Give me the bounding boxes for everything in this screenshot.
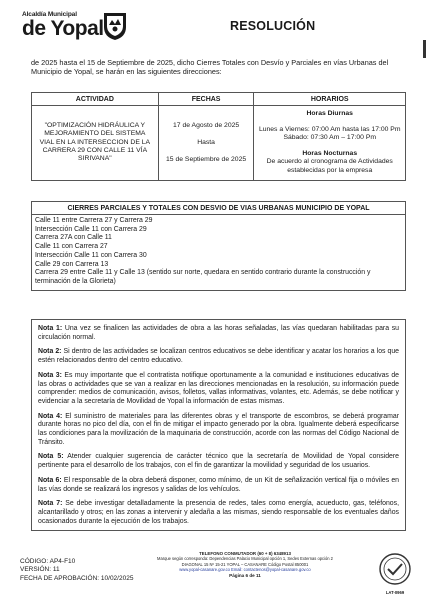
cierre-item: Carrera 27A con Calle 11	[35, 234, 112, 242]
header-horarios: HORARIOS	[254, 93, 406, 106]
footer-address-1: Marque según corresponda: Dependencias Palacio Municipal opción 1, Sedes Externas opción 2	[157, 556, 333, 562]
nocturnas-text: De acuerdo al cronograma de Actividades establecidas por la empresa	[266, 158, 393, 174]
fecha-inicio: 17 de Agosto de 2025	[173, 122, 240, 130]
footer-address-2: DIAGONAL 15 Nº 15-21 YOPAL – CASANARE Código Postal 850001	[181, 561, 309, 567]
cierre-item: Intersección Calle 11 con Carrera 30	[35, 251, 147, 259]
note-text: El suministro de materiales para las diferentes obras y el transporte de escombros, se deberá programar durante horas no pico del día, con el fin de mitigar el impacto generado por la obra. Igualmente deberá especificarse las condiciones para la movilización de la maquinaria de construcción, acorde con las normas del Código Nacional de Tránsito.	[38, 412, 399, 446]
horarios-cell	[254, 106, 406, 181]
note-label: Nota 2:	[38, 348, 62, 356]
note-label: Nota 5:	[38, 453, 64, 461]
fechas-cell	[158, 106, 254, 181]
note-text: Atender cualquier sugerencia de carácter técnico que la secretaría de Movilidad de Yopal considere pertinente para el desarrollo de los trabajos, con el fin de garantizar la movilidad y seguridad de los usuarios.	[38, 453, 399, 470]
diurnas-saturday: Sábado: 07:30 Am – 17:00 Pm	[283, 134, 377, 142]
note-6	[38, 477, 399, 494]
note-text: El responsable de la obra deberá disponer, como mínimo, de un Kit de señalización vertical fija o móviles en las vías donde se realizará los ingresos y salidas de los vehículos.	[38, 476, 400, 493]
doc-approval-date: FECHA DE APROBACIÓN: 10/02/2025	[20, 574, 134, 582]
note-7	[38, 500, 399, 526]
diurnas-title: Horas Diurnas	[306, 110, 353, 117]
note-label: Nota 3:	[38, 371, 62, 379]
cierre-item: Intersección Calle 11 con Carrera 29	[35, 225, 147, 233]
intro-paragraph: de 2025 hasta el 15 de Septiembre de 2025, dicho Cierres Totales con Desvío y Parciales en vías Urbanas del Municipio de Yopal, se harán en las siguientes direcciones:	[31, 58, 389, 77]
fecha-hasta: Hasta	[197, 139, 215, 147]
certification-seal-icon	[378, 552, 412, 590]
nocturnas-title: Horas Nocturnas	[302, 149, 358, 157]
diurnas-weekdays: Lunes a Viernes: 07:00 Am hasta las 17:00 Pm	[258, 125, 401, 133]
cierre-item: Calle 29 con Carrera 13	[35, 260, 109, 268]
document-control-info	[20, 558, 133, 583]
note-text: Una vez se finalicen las actividades de obra a las horas señaladas, las vías quedaran habilitadas para su circulación normal.	[38, 325, 400, 341]
margin-mark	[423, 40, 426, 58]
note-text: Se debe investigar detalladamente la presencia de redes, tales como energía, acueducto, gas, teléfonos, alcantarillado y otros; en las zonas a intervenir y aledaña a las mismas, siendo responsable de los eventuales daños ocasionados durante la ejecución de los trabajos.	[38, 500, 399, 525]
cierre-item: Calle 11 con Carrera 27	[35, 243, 108, 251]
page-number: Página 6 de 11	[229, 572, 261, 578]
doc-code: CÓDIGO: AP4-F10	[20, 558, 76, 565]
cierre-item: Calle 11 entre Carrera 27 y Carrera 29	[35, 217, 153, 224]
note-2	[38, 348, 399, 365]
certification-label: LAT-0969	[385, 590, 405, 595]
note-label: Nota 4:	[38, 412, 63, 420]
cierre-item: Carrera 29 entre Calle 11 y Calle 13 (sentido sur norte, quedara en sentido contrario durante la construcción y terminación de la Glorieta)	[35, 269, 371, 285]
footer-web-link[interactable]: www.yopal-casanare.gov.co Email: contactenos@yopal-casanare.gov.co	[179, 567, 311, 573]
footer-phone: TELEFONO CONMUTADOR (60 + 8) 6348913	[199, 551, 291, 556]
logo-big-text: de Yopal	[22, 17, 104, 40]
cierres-section	[31, 201, 406, 291]
fecha-fin: 15 de Septiembre de 2025	[166, 156, 247, 164]
note-label: Nota 1:	[38, 325, 63, 332]
contact-info	[120, 551, 370, 578]
note-label: Nota 6:	[38, 476, 62, 484]
crest-icon	[102, 11, 128, 41]
cierres-title: CIERRES PARCIALES Y TOTALES CON DESVIO DE VIAS URBANAS MUNICIPIO DE YOPAL	[32, 202, 405, 215]
schedule-table	[31, 92, 406, 181]
logo-small-text: Alcaldía Municipal	[22, 11, 77, 18]
header-fechas: FECHAS	[158, 93, 254, 106]
actividad-cell: "OPTIMIZACIÓN HIDRÁULICA Y MEJORAMIENTO DEL SISTEMA VIAL EN LA INTERSECCION DE LA CARRERA 29 CON CALLE 11 VÍA SIRIVANA"	[32, 106, 159, 181]
note-1	[38, 325, 399, 342]
note-text: Si dentro de las actividades se localizan centros educativos se debe identificar y acatar los horarios a los que estén relacionados dentro del centro educativo.	[38, 348, 400, 365]
note-3	[38, 372, 399, 407]
header-actividad: ACTIVIDAD	[32, 93, 159, 106]
notes-section	[31, 319, 406, 531]
note-5	[38, 453, 399, 470]
header	[0, 0, 436, 52]
note-label: Nota 7:	[38, 500, 63, 508]
schedule-row	[32, 106, 406, 181]
doc-version: VERSIÓN: 11	[20, 566, 60, 574]
page-title: RESOLUCIÓN	[230, 19, 316, 33]
schedule-header-row	[32, 93, 406, 106]
note-4	[38, 413, 399, 448]
cierres-list	[32, 215, 405, 290]
note-text: Es muy importante que el contratista notifique oportunamente a la comunidad e instituciones educativas de las obras o actividades que se van a realizar en las direcciones mencionadas en la resolución, su información puede comprender: medios de comunicación, avisos, folletos, vallas informativas, volantes, etc. Además, se debe notificar y evidenciar a la secretaría de Movilidad de Yopal la información de estas mismas.	[38, 371, 400, 405]
alcaldia-logo	[22, 11, 134, 51]
